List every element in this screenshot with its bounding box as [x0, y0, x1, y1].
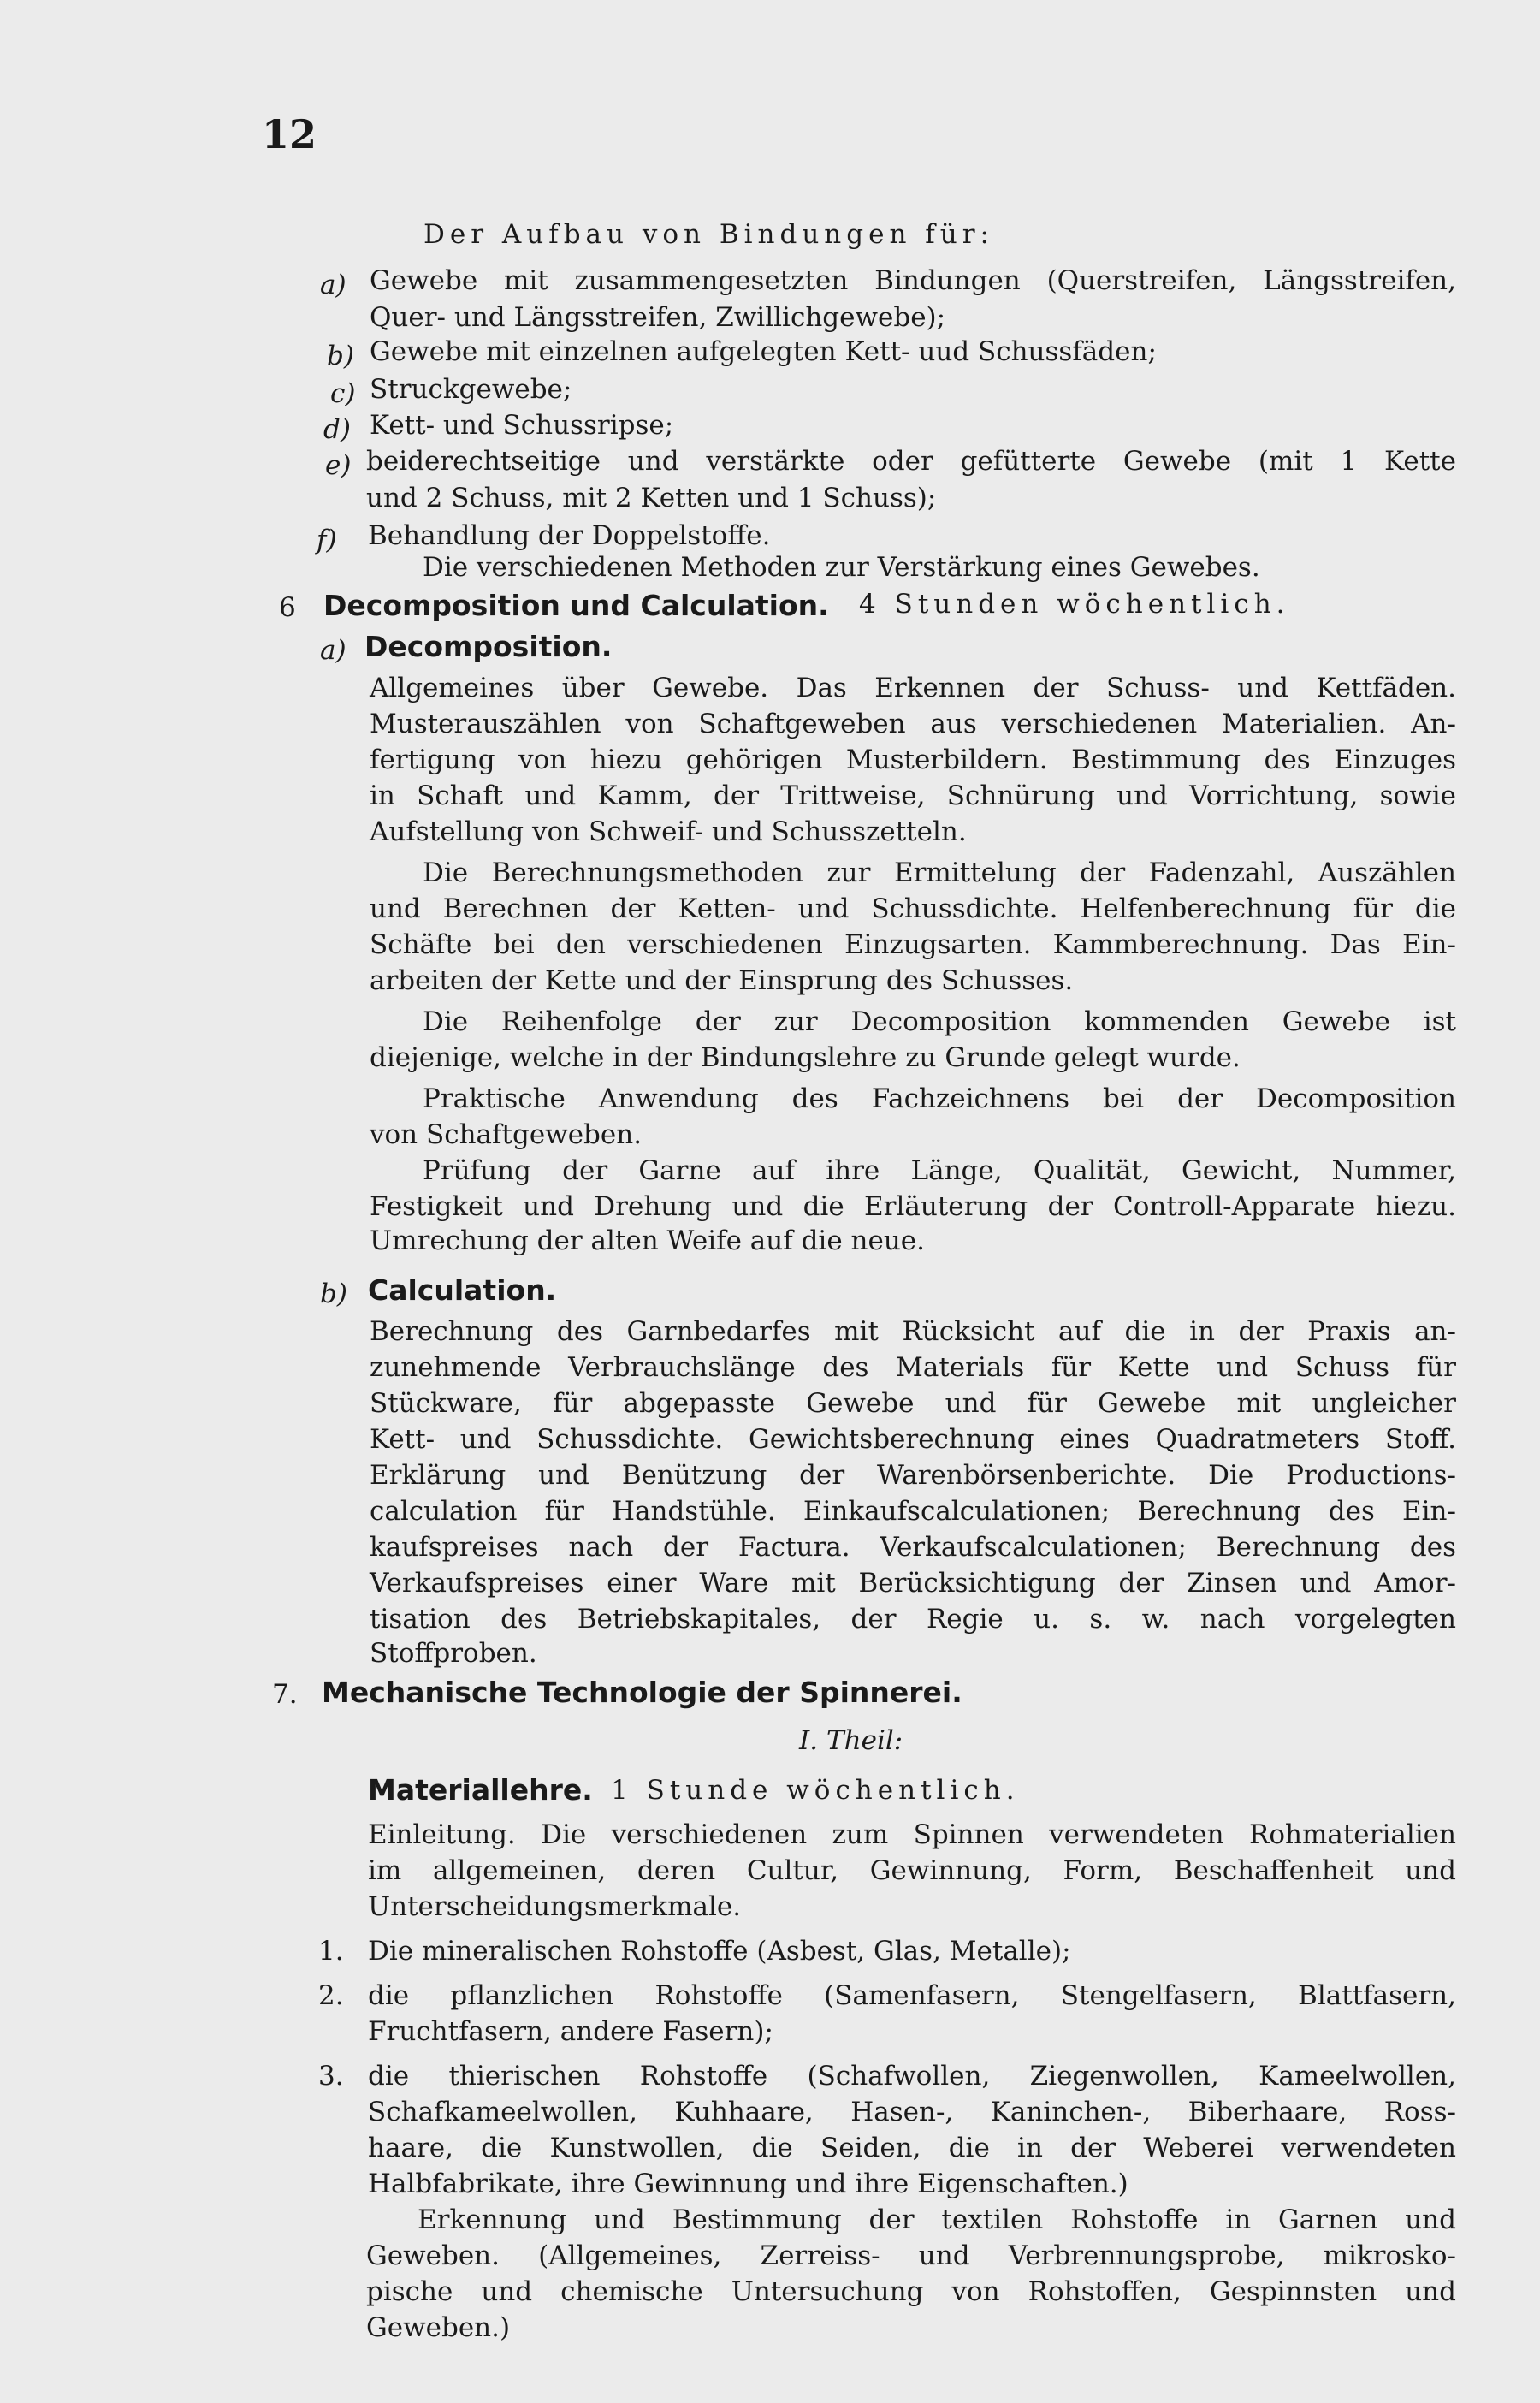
item-line: Gewebe mit einzelnen aufgelegten Kett- uud Schussfäden; [370, 336, 1157, 367]
item-label: f) [317, 525, 337, 555]
paragraph-line: Verkaufspreises einer Ware mit Berücksichtigung der Zinsen und Amor- [370, 1568, 1456, 1599]
paragraph-line: Geweben.) [366, 2312, 511, 2343]
section-title: Decomposition und Calculation. [323, 589, 829, 622]
item-line: und 2 Schuss, mit 2 Ketten und 1 Schuss); [366, 483, 937, 513]
paragraph-line: Musterauszählen von Schaftgeweben aus verschiedenen Materialien. An- [370, 709, 1456, 739]
paragraph-line: Berechnung des Garnbedarfes mit Rücksicht auf die in der Praxis an- [370, 1316, 1456, 1347]
section-hours: 4 Stunden wöchentlich. [859, 589, 1290, 620]
paragraph-line: arbeiten der Kette und der Einsprung des Schusses. [370, 965, 1074, 996]
paragraph-line: Praktische Anwendung des Fachzeichnens bei der Decomposition [423, 1083, 1456, 1114]
paragraph-line: Stückware, für abgepasste Gewebe und für Gewebe mit ungleicher [370, 1388, 1456, 1419]
list-number: 2. [318, 1980, 344, 2011]
item-label: c) [330, 378, 356, 409]
subsection-label: b) [320, 1279, 347, 1309]
list-number: 1. [318, 1936, 344, 1967]
aufbau-heading: Der Aufbau von Bindungen für: [424, 219, 994, 250]
paragraph-line: Schäfte bei den verschiedenen Einzugsarten. Kammberechnung. Das Ein- [370, 929, 1456, 960]
list-line: Schafkameelwollen, Kuhhaare, Hasen-, Kaninchen-, Biberhaare, Ross- [368, 2097, 1456, 2127]
subsection-title: Materiallehre. [368, 1773, 593, 1807]
item-line: Struckgewebe; [370, 374, 572, 405]
item-line: Behandlung der Doppelstoffe. [368, 520, 771, 551]
item-label: a) [320, 270, 346, 300]
paragraph-line: im allgemeinen, deren Cultur, Gewinnung, Form, Beschaffenheit und [368, 1855, 1456, 1886]
list-line: Fruchtfasern, andere Fasern); [368, 2016, 773, 2047]
paragraph-line: Umrechung der alten Weife auf die neue. [370, 1225, 926, 1256]
list-line: die thierischen Rohstoffe (Schafwollen, Ziegenwollen, Kameelwollen, [368, 2061, 1456, 2092]
paragraph-line: Kett- und Schussdichte. Gewichtsberechnung eines Quadratmeters Stoff. [370, 1424, 1456, 1455]
list-line: die pflanzlichen Rohstoffe (Samenfasern, Stengelfasern, Blattfasern, [368, 1980, 1456, 2011]
list-line: Halbfabrikate, ihre Gewinnung und ihre Eigenschaften.) [368, 2169, 1128, 2199]
paragraph-line: kaufspreises nach der Factura. Verkaufscalculationen; Berechnung des [370, 1532, 1456, 1563]
paragraph-line: Die Reihenfolge der zur Decomposition kommenden Gewebe ist [423, 1006, 1456, 1037]
paragraph-line: Die Berechnungsmethoden zur Ermittelung der Fadenzahl, Auszählen [423, 857, 1456, 888]
section-title: Mechanische Technologie der Spinnerei. [322, 1676, 962, 1709]
paragraph-line: zunehmende Verbrauchslänge des Materials für Kette und Schuss für [370, 1352, 1456, 1383]
list-line: haare, die Kunstwollen, die Seiden, die in der Weberei verwendeten [368, 2133, 1456, 2163]
subsection-hours: 1 Stunde wöchentlich. [611, 1775, 1020, 1806]
item-line: Quer- und Längsstreifen, Zwillichgewebe); [370, 302, 946, 333]
item-line: Die verschiedenen Methoden zur Verstärkung eines Gewebes. [423, 552, 1260, 583]
paragraph-line: von Schaftgeweben. [370, 1119, 643, 1150]
subsection-label: a) [320, 635, 346, 666]
page-number: 12 [262, 111, 317, 157]
paragraph-line: diejenige, welche in der Bindungslehre zu Grunde gelegt wurde. [370, 1042, 1241, 1073]
paragraph-line: pische und chemische Untersuchung von Rohstoffen, Gespinnsten und [366, 2276, 1456, 2307]
paragraph-line: Allgemeines über Gewebe. Das Erkennen der Schuss- und Kettfäden. [370, 673, 1456, 703]
subsection-title: Calculation. [368, 1273, 557, 1307]
paragraph-line: Einleitung. Die verschiedenen zum Spinnen verwendeten Rohmaterialien [368, 1819, 1456, 1850]
paragraph-line: Prüfung der Garne auf ihre Länge, Qualität, Gewicht, Nummer, [423, 1155, 1456, 1186]
paragraph-line: und Berechnen der Ketten- und Schussdichte. Helfenberechnung für die [370, 893, 1456, 924]
item-label: d) [323, 414, 351, 445]
part-heading: I. Theil: [799, 1725, 903, 1756]
paragraph-line: fertigung von hiezu gehörigen Musterbildern. Bestimmung des Einzuges [370, 745, 1456, 775]
item-line: Gewebe mit zusammengesetzten Bindungen (Querstreifen, Längsstreifen, [370, 265, 1456, 296]
paragraph-line: Unterscheidungsmerkmale. [368, 1891, 742, 1922]
list-number: 3. [318, 2061, 344, 2092]
subsection-title: Decomposition. [364, 630, 613, 663]
item-line: beiderechtseitige und verstärkte oder gefütterte Gewebe (mit 1 Kette [366, 446, 1456, 477]
paragraph-line: calculation für Handstühle. Einkaufscalculationen; Berechnung des Ein- [370, 1496, 1456, 1527]
list-line: Die mineralischen Rohstoffe (Asbest, Glas, Metalle); [368, 1936, 1071, 1967]
paragraph-line: Stoffproben. [370, 1638, 537, 1669]
paragraph-line: in Schaft und Kamm, der Trittweise, Schnürung und Vorrichtung, sowie [370, 780, 1456, 811]
paragraph-line: Festigkeit und Drehung und die Erläuterung der Controll-Apparate hiezu. [370, 1191, 1456, 1222]
item-label: b) [327, 341, 354, 371]
paragraph-line: Geweben. (Allgemeines, Zerreiss- und Verbrennungsprobe, mikrosko- [366, 2240, 1456, 2271]
paragraph-line: tisation des Betriebskapitales, der Regie u. s. w. nach vorgelegten [370, 1604, 1456, 1635]
section-number: 7. [272, 1679, 298, 1710]
section-number: 6 [279, 592, 296, 623]
paragraph-line: Erklärung und Benützung der Warenbörsenberichte. Die Productions- [370, 1460, 1456, 1491]
item-line: Kett- und Schussripse; [370, 410, 674, 441]
paragraph-line: Aufstellung von Schweif- und Schusszetteln. [370, 816, 967, 847]
item-label: e) [325, 450, 352, 481]
paragraph-line: Erkennung und Bestimmung der textilen Rohstoffe in Garnen und [418, 2204, 1456, 2235]
